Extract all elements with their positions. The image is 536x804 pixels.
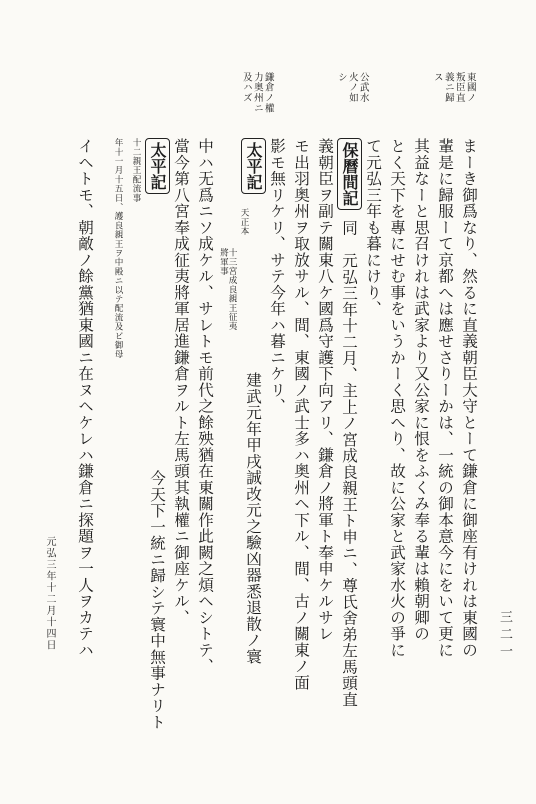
body-line-11b: 中ハ无爲ニソ成ケル、サレトモ前代之餘殃猶在東關作此闕之煩ヘシトテ、 <box>196 138 214 675</box>
body-line-1: まーき御爲なり、然るに直義朝臣大守とーて鎌倉に御座有けれは東國の <box>460 138 478 658</box>
marginal-note-2: 公武水火ノ如シ <box>335 72 369 103</box>
body-line-14b: イヘトモ、朝敵ノ餘黨猶東國ニ在ヌヘケレハ鎌倉ニ探題ヲ一人ヲカテハ <box>76 138 94 658</box>
page-number: 三二一 <box>497 610 512 661</box>
taiheiki1-note-a: 天正本 <box>239 208 249 236</box>
body-line-13: 今天下一統ニ歸シテ寰中無事ナリト <box>148 470 166 730</box>
taiheiki1-note-b: 十三宮成良親王征夷將軍事 <box>218 248 237 331</box>
source-tag-taiheiki-2: 太平記 <box>145 138 170 194</box>
body-line-10: 建武元年甲戌誠改元之驗凶器悉退散ノ寰 <box>244 372 262 665</box>
taiheiki2-note-b: 年十一月十五日、護良親王ヲ中殿ニ以テ配流及ビ御母 <box>113 138 123 359</box>
marginal-note-1: 東國ノ叛臣直義ニ歸ス <box>431 72 476 103</box>
body-line-2: 輩是に歸服ーて京都へは應せさりーかは、一統の御本意今にをいて更に <box>436 138 454 658</box>
body-line-8: モ出羽奥州ヲ取放サル、間、東國ノ武士多ハ奥州ヘ下ル、間、古ノ關東ノ面 <box>292 138 310 691</box>
source-tag-hoki: 保曆間記 <box>337 138 362 210</box>
source-tag-taiheiki-1: 太平記 <box>241 138 266 194</box>
body-line-4: とく天下を專にせむ事をいうかーく思へり、故に公家と武家水火の爭に <box>388 138 406 658</box>
body-line-12: 當今第八宮奉成征夷將軍居進鎌倉ヲルト左馬頭其執權ニ御座ケル、 <box>172 138 190 626</box>
body-line-9: 影モ無リケリ、サテ今年ハ暮ニケリ、 <box>268 138 286 415</box>
body-line-6: 同 元弘三年十二月、主上ノ宮成良親王ト申ニ、尊氏舍弟左馬頭直 <box>340 220 358 708</box>
body-line-5: て元弘三年も暮にけり、 <box>364 138 382 317</box>
date-footer: 元弘三年十二月十四日 <box>44 536 55 651</box>
taiheiki2-note-a: 十二親王配流事 <box>131 138 141 203</box>
body-line-7: 義朝臣ヲ副テ關東八ケ國爲守護下向アリ、鎌倉ノ將軍ト奉申ケルサレ <box>316 138 334 642</box>
body-line-3: 其益なーと思召けれは武家より又公家に恨をふくみ奉る輩は賴朝卿の <box>412 138 430 642</box>
marginal-note-3: 鎌倉ノ權力奥州ニ及ハズ <box>240 72 274 114</box>
